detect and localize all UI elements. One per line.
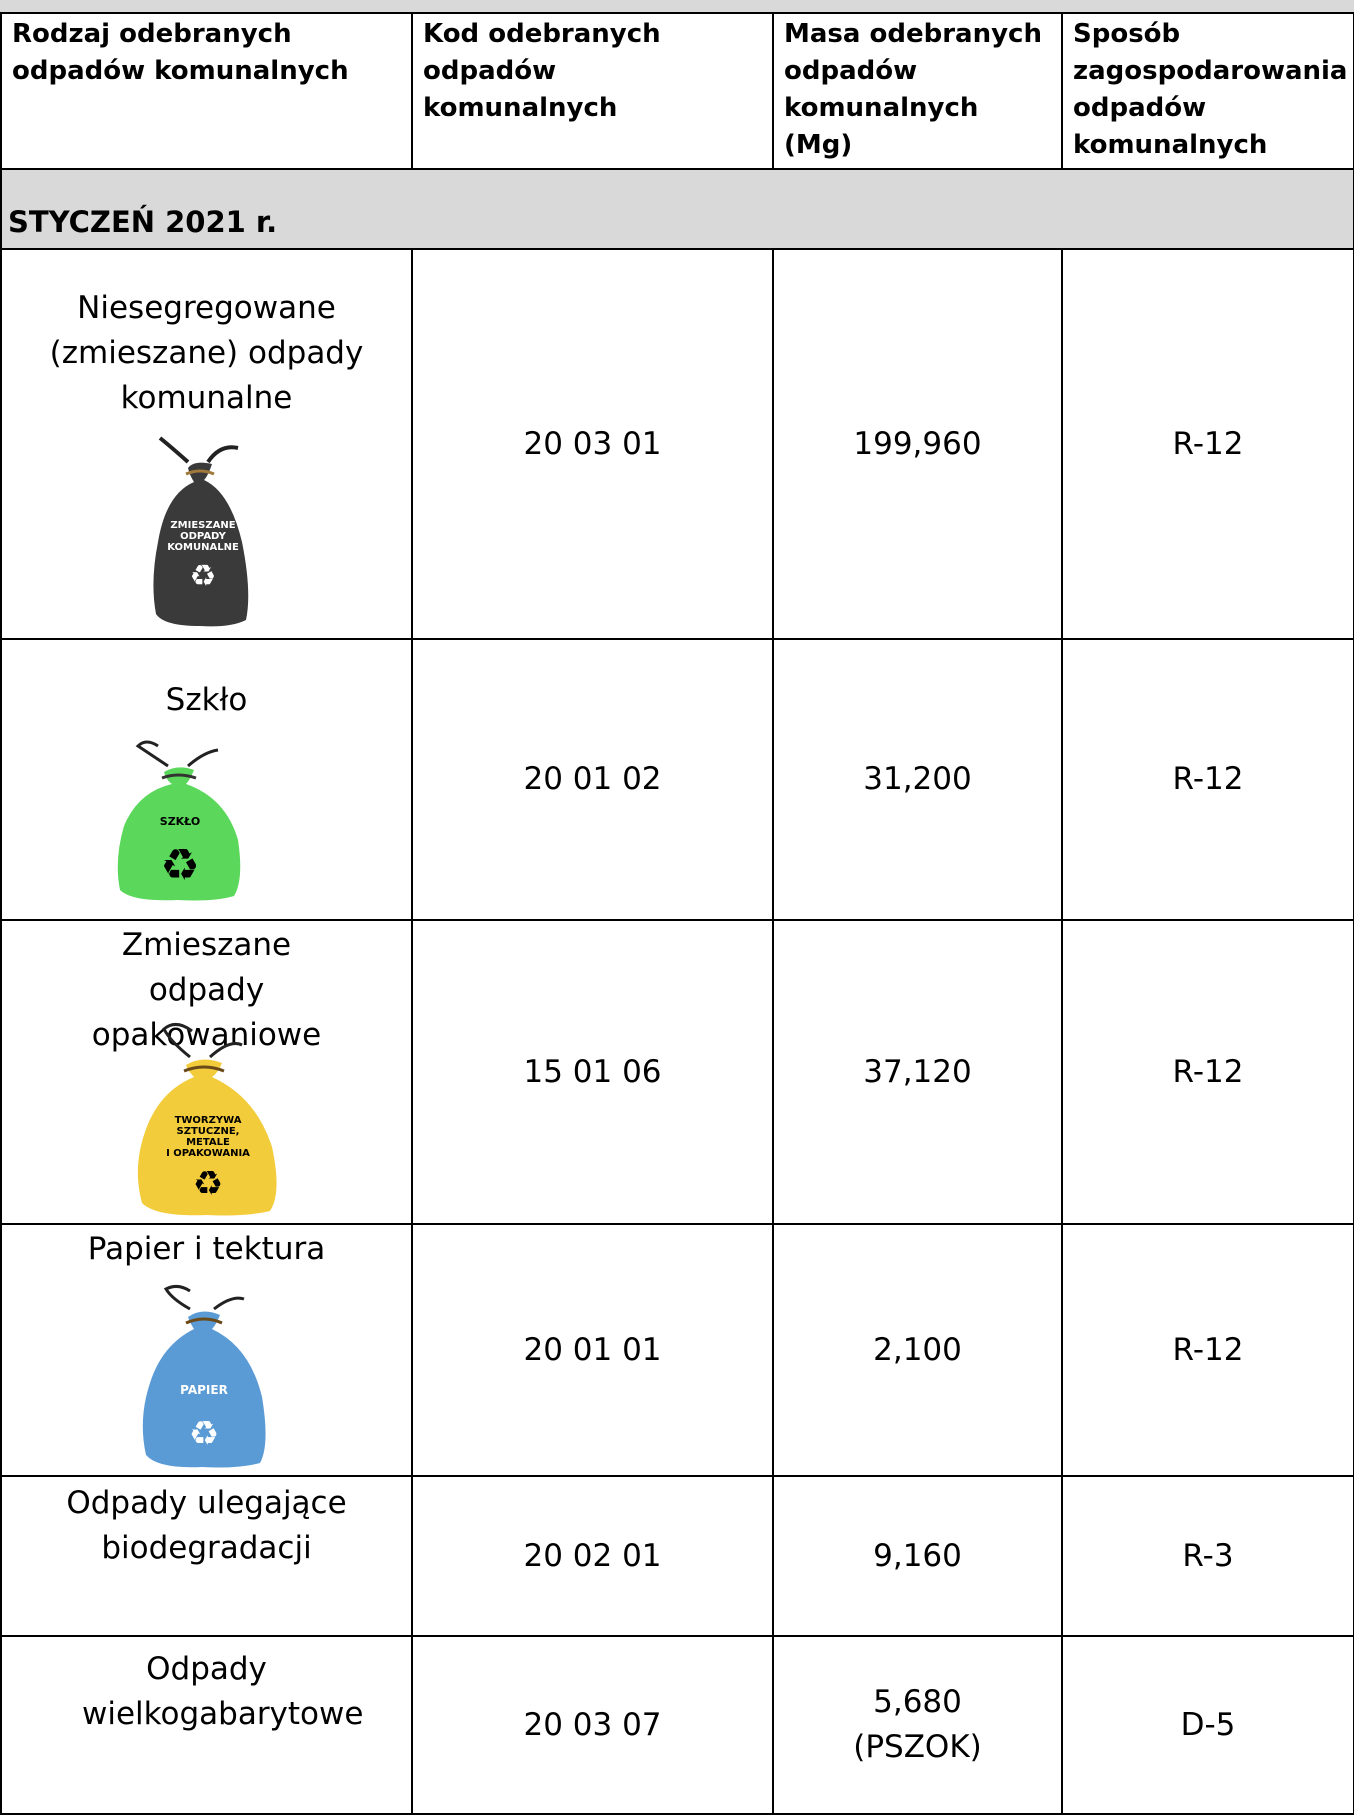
waste-table xyxy=(0,12,1354,1815)
header-type-label: Rodzaj odebranych odpadów komunalnych xyxy=(12,19,349,86)
waste-mass: 199,960 xyxy=(853,425,982,462)
waste-method: R-12 xyxy=(1172,1053,1244,1090)
waste-type-label: Odpady wielkogabarytowe xyxy=(82,1651,364,1732)
code-cell xyxy=(412,249,773,639)
waste-method: D-5 xyxy=(1180,1706,1236,1743)
method-cell xyxy=(1062,1636,1354,1814)
table-row xyxy=(1,249,1354,639)
code-cell xyxy=(412,1476,773,1636)
code-cell xyxy=(412,639,773,920)
method-cell xyxy=(1062,249,1354,639)
header-method-label: Sposób zagospodarowania odpadów komunalnych xyxy=(1073,19,1348,160)
mass-cell xyxy=(773,1636,1062,1814)
mass-cell xyxy=(773,639,1062,920)
black-bag-icon: ZMIESZANE ODPADY KOMUNALNE ♻ xyxy=(150,432,256,628)
waste-mass: 9,160 xyxy=(873,1537,962,1574)
waste-code: 20 03 07 xyxy=(523,1706,662,1743)
waste-method: R-12 xyxy=(1172,761,1244,797)
waste-method: R-12 xyxy=(1172,425,1244,462)
table-row xyxy=(1,1636,1354,1814)
month-cell xyxy=(1,169,1354,249)
waste-mass: 31,200 xyxy=(863,761,972,797)
header-cell-code xyxy=(412,13,773,169)
type-cell xyxy=(1,920,412,1224)
waste-code: 20 03 01 xyxy=(523,425,662,462)
table-row xyxy=(1,1224,1354,1476)
waste-code: 20 01 01 xyxy=(523,1331,662,1368)
method-cell xyxy=(1062,1224,1354,1476)
type-cell xyxy=(1,249,412,639)
blue-bag-icon: PAPIER ♻ xyxy=(138,1279,270,1469)
waste-type-label: Niesegregowane (zmieszane) odpady komunalne xyxy=(49,290,364,416)
method-cell xyxy=(1062,1476,1354,1636)
mass-cell xyxy=(773,920,1062,1224)
waste-type-label: Zmieszane odpady opakowaniowe xyxy=(91,927,322,1053)
waste-type-label: Papier i tektura xyxy=(87,1231,326,1267)
mass-cell xyxy=(773,1224,1062,1476)
waste-code: 15 01 06 xyxy=(523,1053,662,1090)
header-cell-mass xyxy=(773,13,1062,169)
type-cell xyxy=(1,1636,412,1814)
waste-code: 20 01 02 xyxy=(523,761,662,797)
header-mass-label: Masa odebranych odpadów komunalnych (Mg) xyxy=(784,19,1042,160)
mass-cell xyxy=(773,1476,1062,1636)
waste-mass: 2,100 xyxy=(873,1331,962,1368)
type-cell xyxy=(1,639,412,920)
method-cell xyxy=(1062,639,1354,920)
header-cell-method xyxy=(1062,13,1354,169)
waste-type-label: Szkło xyxy=(165,682,248,718)
month-row xyxy=(1,169,1354,249)
type-cell xyxy=(1,1224,412,1476)
table-row xyxy=(1,920,1354,1224)
table-row xyxy=(1,639,1354,920)
code-cell xyxy=(412,1224,773,1476)
waste-method: R-12 xyxy=(1172,1331,1244,1368)
header-cell-type xyxy=(1,13,412,169)
waste-method: R-3 xyxy=(1182,1537,1234,1574)
waste-code: 20 02 01 xyxy=(523,1537,662,1574)
header-code-label: Kod odebranych odpadów komunalnych xyxy=(423,19,661,123)
code-cell xyxy=(412,920,773,1224)
code-cell xyxy=(412,1636,773,1814)
type-cell xyxy=(1,1476,412,1636)
table-row xyxy=(1,1476,1354,1636)
waste-mass: 37,120 xyxy=(863,1053,972,1090)
month-label: STYCZEŃ 2021 r. xyxy=(8,205,278,239)
header-row xyxy=(1,13,1354,169)
waste-mass: 5,680 xyxy=(873,1684,962,1720)
green-bag-icon: SZKŁO ♻ xyxy=(114,740,246,902)
mass-cell xyxy=(773,249,1062,639)
yellow-bag-icon: TWORZYWA SZTUCZNE, METALE I OPAKOWANIA ♻ xyxy=(130,1021,286,1217)
method-cell xyxy=(1062,920,1354,1224)
waste-type-label: Odpady ulegające biodegradacji xyxy=(66,1485,347,1566)
waste-mass-note: (PSZOK) xyxy=(853,1729,982,1765)
